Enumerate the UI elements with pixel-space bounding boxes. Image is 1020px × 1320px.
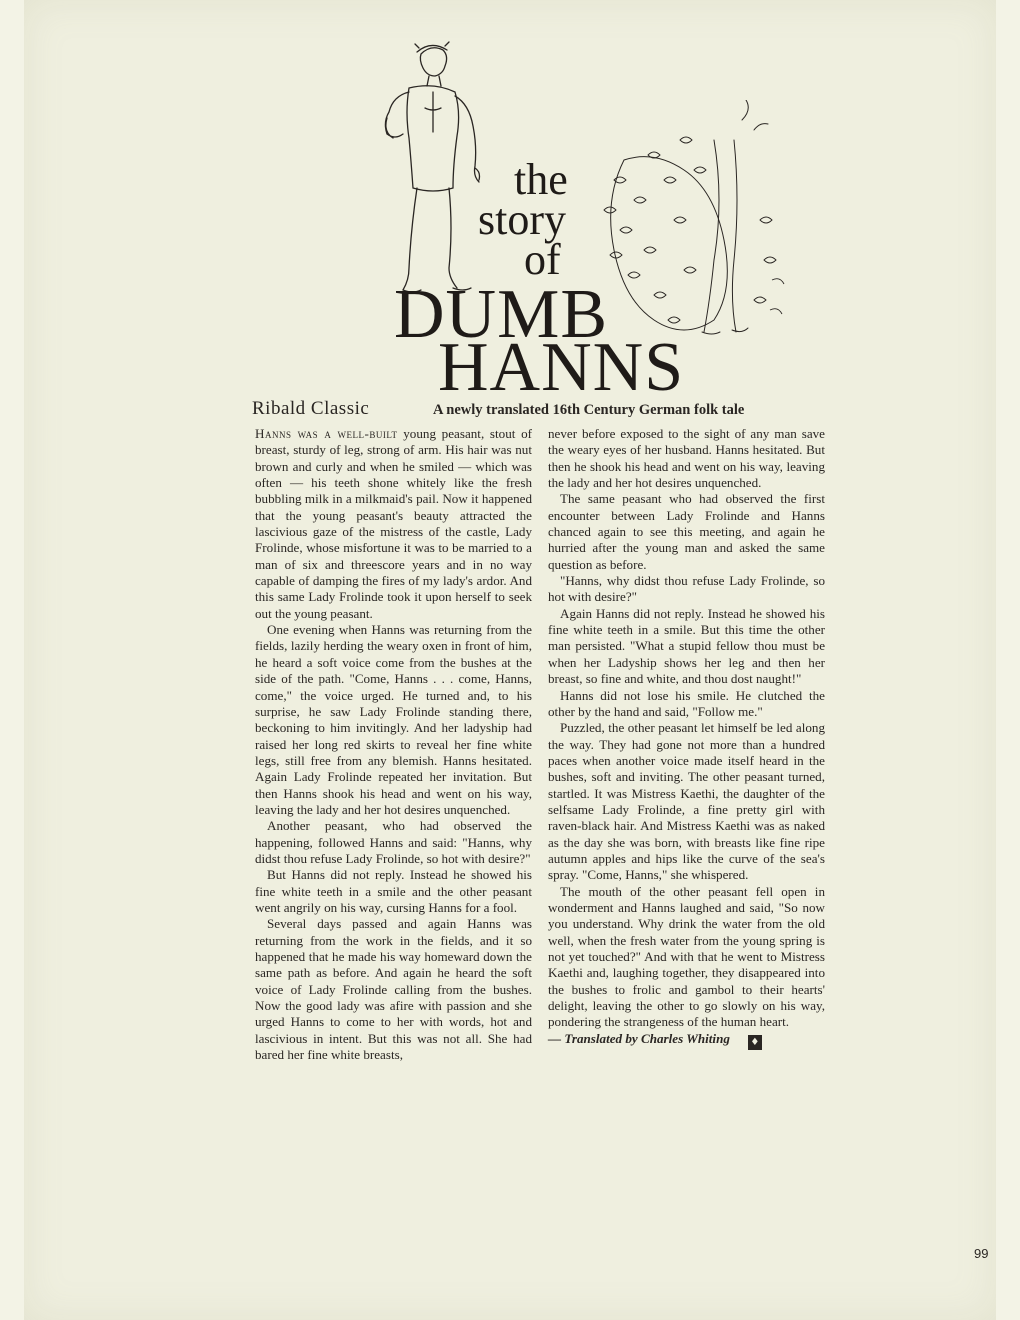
article-subtitle: A newly translated 16th Century German folk tale [433, 402, 745, 418]
title-word-hanns: HANNS [438, 329, 685, 406]
series-label: Ribald Classic [252, 398, 370, 419]
paragraph: But Hanns did not reply. Instead he showed his fine white teeth in a smile and the other peasant went angrily on his way, cursing Hanns for a fool. [255, 867, 532, 915]
paragraph: Several days passed and again Hanns was returning from the work in the fields, and it so happened that he made his way homeward down the same path as before. And again he heard the soft voice of Lady Frolinde calling from the bushes. Now the good lady was afire with passion and she urged Hanns to come to her with words, hot and lascivious in intent. But this was not all. She had bared her fine white breasts, [255, 916, 532, 1063]
title-word-story: story [478, 195, 566, 244]
paragraph-text: young peasant, stout of breast, sturdy of leg, strong of arm. His hair was nut brown and curly and when he smiled — which was often — his teeth shone whitely like the fresh bubbling milk in a milkmaid's pail. Now it happened that the young peasant's beauty attracted the lascivious gaze of the mistress of the castle, Lady Frolinde, whose misfortune it was to be married to a man of six and threescore years and in no way capable of damping the fires of my lady's ardor. And this same Lady Frolinde took it upon herself to seek out the young peasant. [255, 426, 532, 621]
paragraph: The mouth of the other peasant fell open in wonderment and Hanns laughed and said, "So now you understand. Why drink the water from the old well, when the fresh water from the young spring is not yet touched?" And with that he went to Mistress Kaethi and, laughing together, they disappeared into the bushes to frolic and gambol to their hearts' delight, leaving the other to go slowly on his way, pondering the strangeness of the human heart. [548, 883, 825, 1030]
title-word-the: the [514, 155, 568, 204]
title-word-dumb: DUMB [394, 276, 609, 353]
paragraph: Puzzled, the other peasant let himself be led along the way. They had gone not more than a hundred paces when another voice made itself heard in the bushes, soft and inviting. The other peasant turned, startled. It was Mistress Kaethi, the daughter of the selfsame Lady Frolinde, a fine pretty girl with raven-black hair. And Mistress Kaethi was as naked as the day she was born, with breasts like fine ripe autumn apples and hips like the curve of the sea's spray. "Come, Hanns," she whispered. [548, 720, 825, 883]
title-word-of: of [524, 235, 561, 284]
article-column-right [548, 426, 825, 1050]
credit-text: — Translated by Charles Whiting [548, 1030, 730, 1046]
lead-in: Hanns was a well-built [255, 426, 398, 441]
paragraph [255, 426, 532, 622]
paragraph: "Hanns, why didst thou refuse Lady Frolinde, so hot with desire?" [548, 573, 825, 605]
page-number: 99 [974, 1246, 989, 1261]
paragraph: The same peasant who had observed the first encounter between Lady Frolinde and Hanns chanced again to see this meeting, and again he hurried after the young man and asked the same question as before. [548, 491, 825, 572]
article-column-left [255, 426, 532, 1063]
paragraph: never before exposed to the sight of any man save the weary eyes of her husband. Hanns hesitated. But then he shook his head and went on his way, leaving the lady and her hot desires unquenched. [548, 426, 825, 491]
paragraph: Another peasant, who had observed the happening, followed Hanns and said: "Hanns, why didst thou refuse Lady Frolinde, so hot with desire?" [255, 818, 532, 866]
translator-credit [548, 1031, 825, 1050]
man-illustration [359, 38, 509, 300]
paragraph: Again Hanns did not reply. Instead he showed his fine white teeth in a smile. But this time the other man persisted. "What a stupid fellow thou must be when her Ladyship shows her leg and then her breast, so fine and white, and thou dost naught!" [548, 605, 825, 687]
woman-in-bushes-illustration [584, 100, 794, 345]
paragraph: One evening when Hanns was returning from the fields, lazily herding the weary oxen in front of him, he heard a soft voice come from the bushes at the side of the path. "Come, Hanns . . . come, Hanns, come," the voice urged. He turned and, to his surprise, he saw Lady Frolinde standing there, beckoning to him invitingly. And her ladyship had raised her long red skirts to reveal her fine white legs, still free from any blemish. Hanns hesitated. Again Lady Frolinde repeated her invitation. But then Hanns shook his head and went on his way, leaving the lady and her hot desires unquenched. [255, 622, 532, 817]
article-header [252, 398, 852, 422]
rabbit-head-logo-icon: ♦ [748, 1035, 762, 1050]
paragraph: Hanns did not lose his smile. He clutched the other by the hand and said, "Follow me." [548, 687, 825, 719]
magazine-page [24, 0, 996, 1320]
